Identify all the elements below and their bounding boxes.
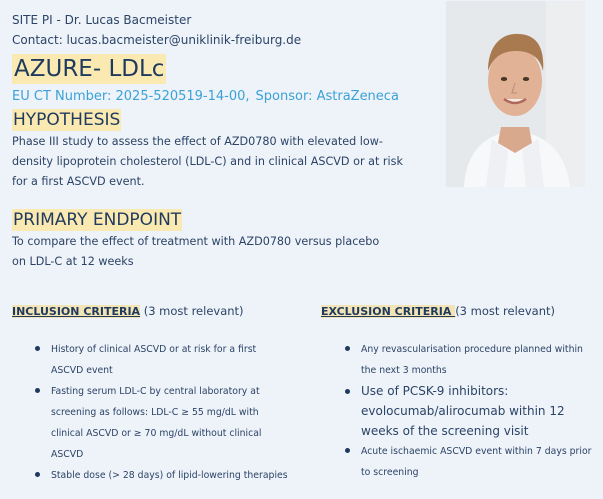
list-item: Fasting serum LDL-C by central laboratory at screening as follows: LDL-C ≥ 55 mg/dL with clinical ASCVD or ≥ 70 mg/dL without clinical ASCVD xyxy=(35,381,290,465)
list-item: Any revascularisation procedure planned within the next 3 months xyxy=(345,339,601,381)
hypothesis-heading: HYPOTHESIS xyxy=(13,110,121,130)
list-item: Stable dose (> 28 days) of lipid-lowering therapies xyxy=(35,465,290,486)
inclusion-criteria-list xyxy=(35,339,290,486)
ct-sponsor-line xyxy=(12,89,399,104)
primary-endpoint-heading: PRIMARY ENDPOINT xyxy=(13,210,182,230)
inclusion-criteria-suffix: (3 most relevant) xyxy=(140,304,244,318)
inclusion-criteria-title: INCLUSION CRITERIA xyxy=(12,305,141,318)
portrait-image xyxy=(446,1,585,187)
list-item: Use of PCSK-9 inhibitors: evolocumab/alirocumab within 12 weeks of the screening visit xyxy=(345,381,601,441)
exclusion-criteria-heading xyxy=(321,304,555,318)
inclusion-criteria-heading xyxy=(12,304,244,318)
primary-endpoint-text: To compare the effect of treatment with AZD0780 versus placebo on LDL-C at 12 weeks xyxy=(12,235,380,268)
exclusion-criteria-title: EXCLUSION CRITERIA xyxy=(321,305,456,318)
sponsor: Sponsor: AstraZeneca xyxy=(255,89,399,104)
site-pi-label: SITE PI - Dr. Lucas Bacmeister xyxy=(12,13,192,27)
contact-email[interactable]: Contact: lucas.bacmeister@uniklinik-freiburg.de xyxy=(12,33,302,47)
exclusion-criteria-suffix: (3 most relevant) xyxy=(455,304,555,318)
hypothesis-text: Phase III study to assess the effect of AZD0780 with elevated low-density lipoprotein cholesterol (LDL-C) and in clinical ASCVD or at risk for a first ASCVD event. xyxy=(12,135,403,188)
list-item: Acute ischaemic ASCVD event within 7 days prior to screening xyxy=(345,441,601,483)
eu-ct-number: EU CT Number: 2025-520519-14-00, xyxy=(12,89,250,104)
study-title: AZURE- LDLc xyxy=(14,56,165,82)
exclusion-criteria-list xyxy=(345,339,601,483)
investigator-photo xyxy=(446,1,585,187)
list-item: History of clinical ASCVD or at risk for a first ASCVD event xyxy=(35,339,290,381)
